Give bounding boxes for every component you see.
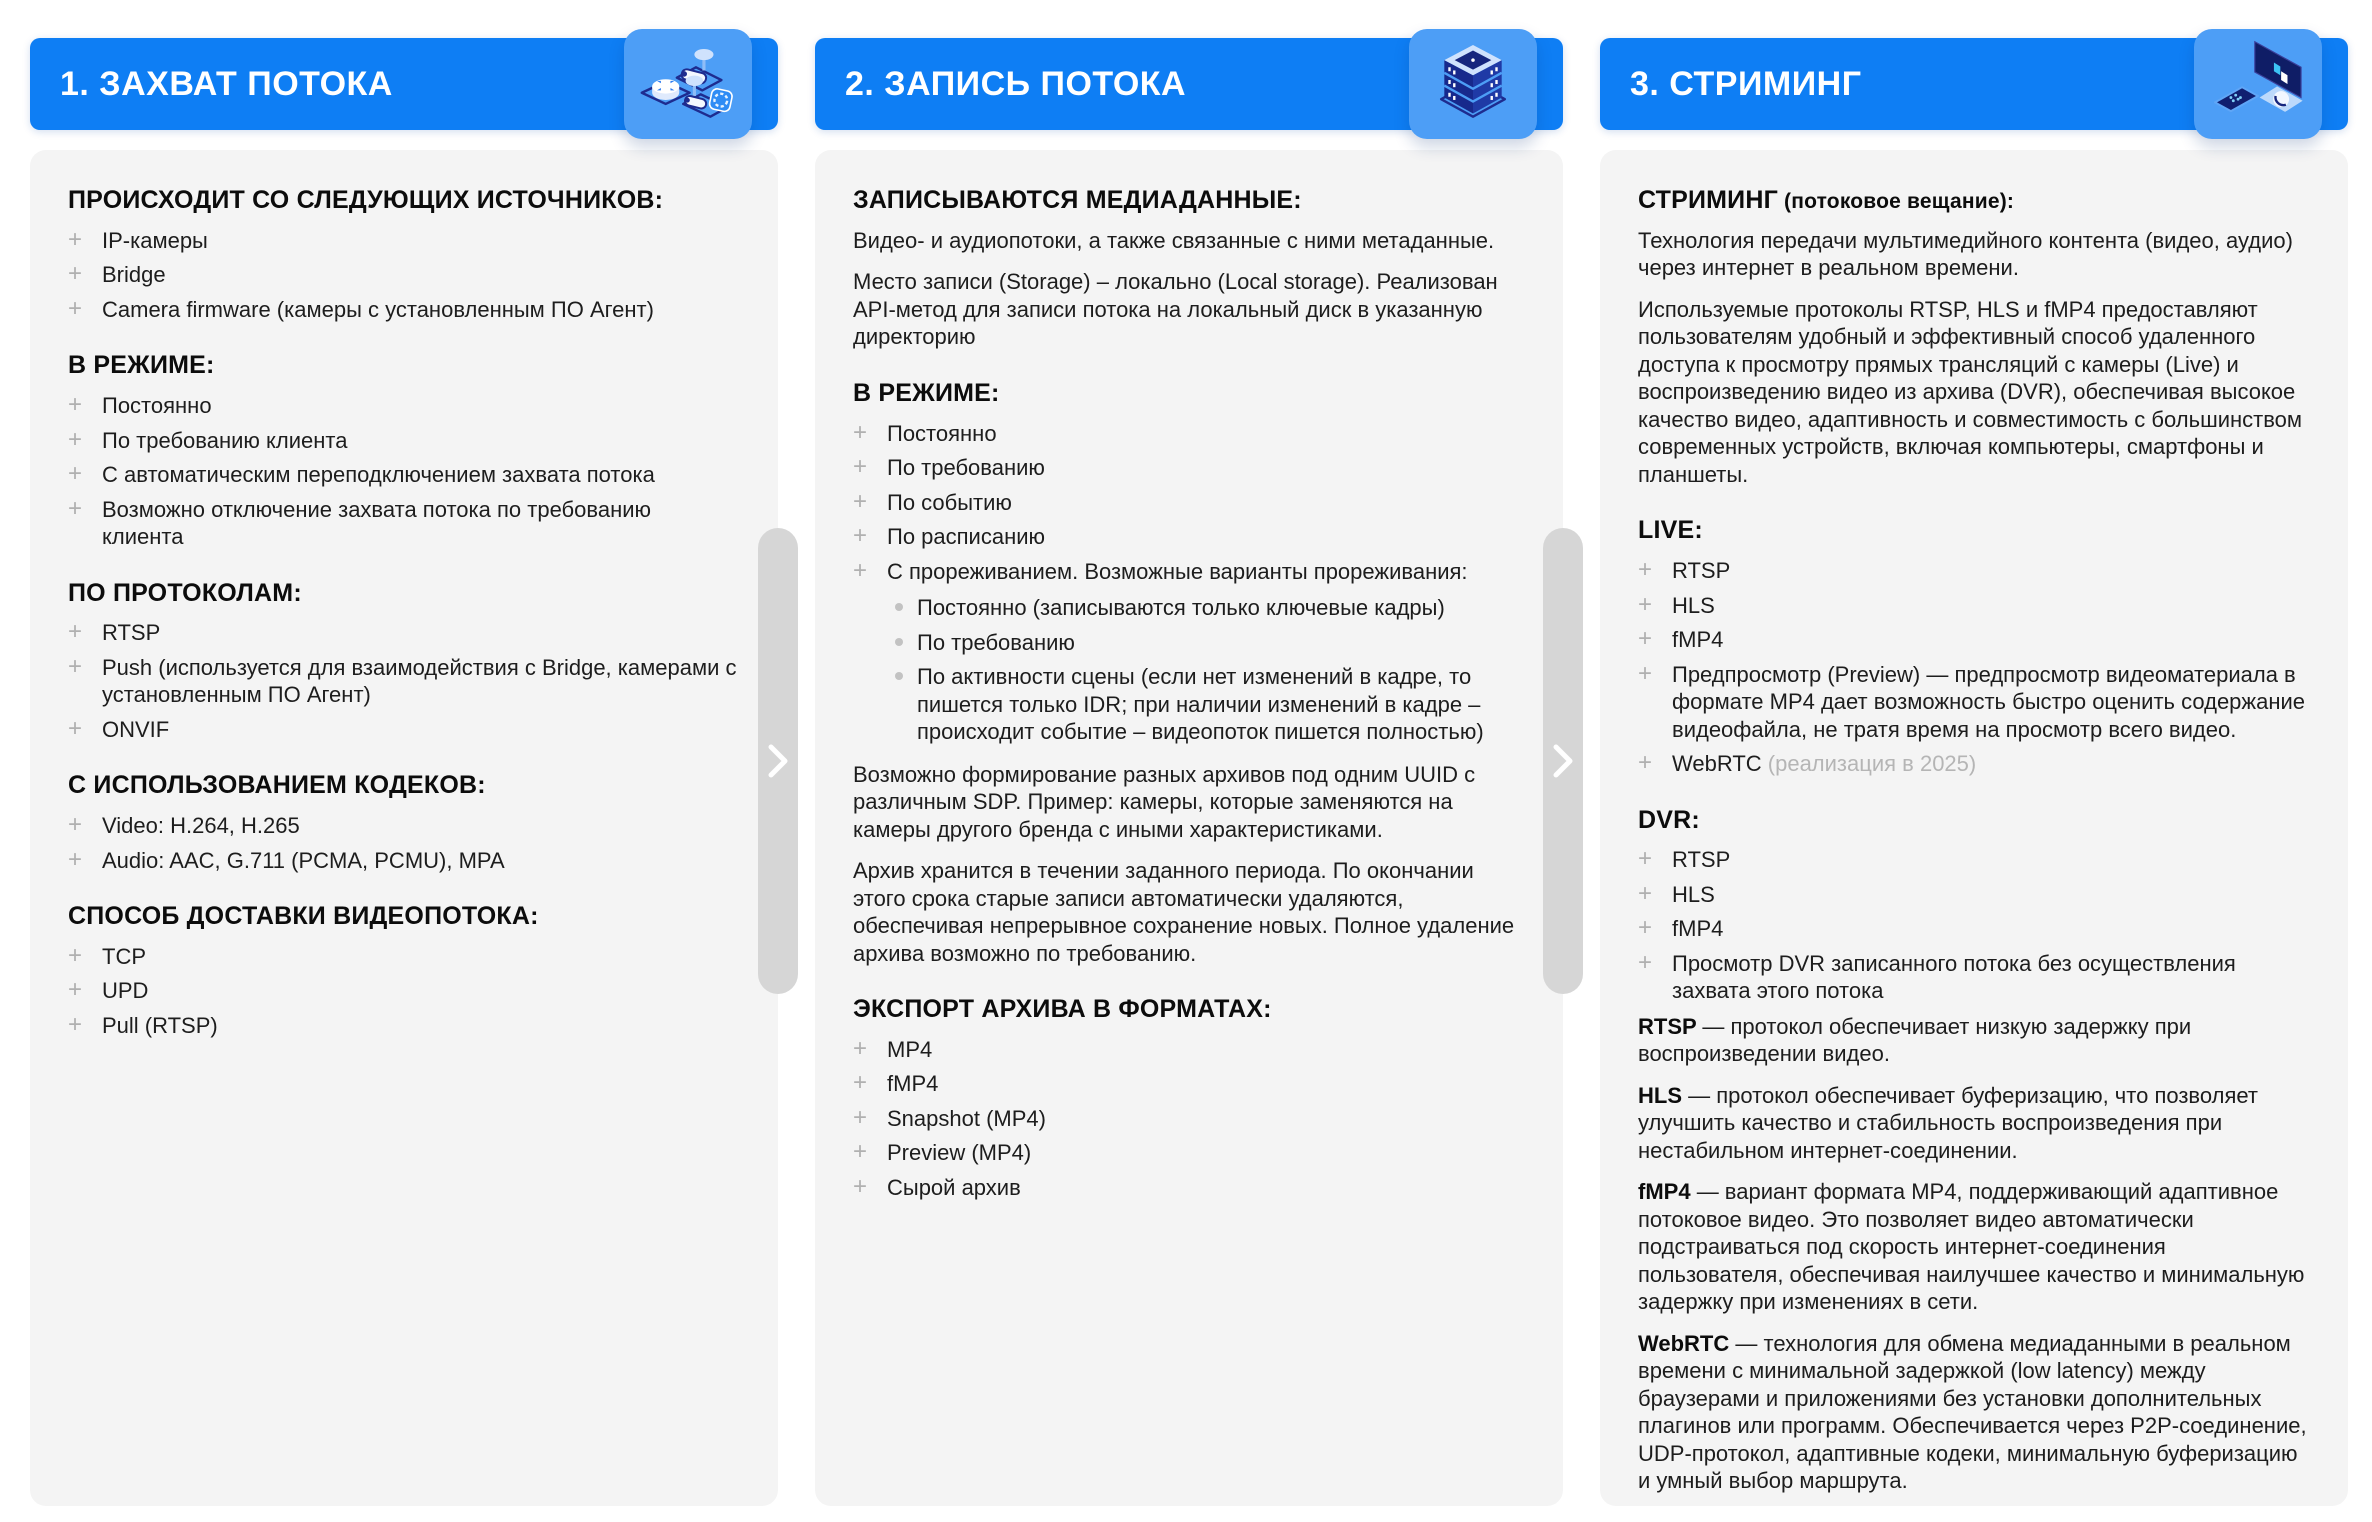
- plus-icon: +: [68, 494, 83, 522]
- column-panel-streaming: [1600, 150, 2348, 1506]
- plus-icon: +: [853, 453, 868, 480]
- plus-icon: +: [1638, 556, 1653, 583]
- chevron-right-icon: [1551, 741, 1575, 781]
- list-item-text: Bridge: [102, 262, 166, 288]
- list-item-text: TCP: [102, 943, 146, 969]
- list-item-text: Audio: AAC, G.711 (PCMA, PCMU), MPA: [102, 847, 505, 873]
- list-item: [1638, 592, 2308, 620]
- column-header-record: [815, 38, 1563, 130]
- cameras-capture-icon: [624, 29, 752, 139]
- plus-icon: +: [68, 811, 83, 838]
- cameras-capture-icon-art: [637, 40, 739, 128]
- list-item: [68, 812, 738, 840]
- plus-icon: +: [68, 1010, 83, 1038]
- list-item: [68, 654, 738, 709]
- server-record-icon: [1409, 29, 1537, 139]
- next-column-chevron[interactable]: [758, 528, 798, 994]
- paragraph: Архив хранится в течении заданного периода. По окончании этого срока старые записи автоматически удаляются, обеспечивая непрерывное сохранение новых. Полное удаление архива возможно по требованию.: [853, 858, 1515, 966]
- record-content: [853, 186, 1523, 1201]
- feature-list: [68, 812, 738, 874]
- column-header-streaming: [1600, 38, 2348, 130]
- list-item: [853, 1105, 1523, 1133]
- list-item-text: fMP4: [887, 1071, 939, 1097]
- list-item: [68, 392, 738, 420]
- list-item-text: Возможно отключение захвата потока по требованию клиента: [102, 496, 652, 549]
- plus-icon: +: [853, 1172, 868, 1200]
- list-item: [1638, 915, 2308, 943]
- sub-list-item: [887, 663, 1523, 746]
- list-item: [68, 619, 738, 647]
- plus-icon: +: [853, 418, 868, 446]
- list-item: [1638, 846, 2308, 874]
- plus-icon: +: [68, 652, 83, 680]
- plus-icon: +: [68, 941, 83, 969]
- list-item-text: Camera firmware (камеры с установленным ПО Агент): [102, 296, 654, 322]
- sub-list-item: [887, 629, 1523, 657]
- list-item-text: Pull (RTSP): [102, 1012, 218, 1038]
- plus-icon: +: [68, 460, 83, 487]
- plus-icon: +: [853, 1034, 868, 1062]
- list-item: [68, 943, 738, 971]
- list-item: [853, 489, 1523, 517]
- dot-icon: [895, 638, 903, 646]
- list-item-text: С прореживанием. Возможные варианты прореживания: Постоянно (записываются только ключевые кадры) По требованию По активности сцены (если нет изменений в кадре, то пишется только IDR; при наличии изменений в кадре – происходит событие – видеопоток пишется полностью): [887, 558, 1523, 753]
- sub-list-item: [887, 594, 1523, 622]
- list-item-text: HLS: [1672, 592, 1715, 618]
- list-item: [1638, 750, 2308, 778]
- server-record-icon-art: [1422, 40, 1524, 128]
- list-item: [853, 1036, 1523, 1064]
- plus-icon: +: [68, 294, 83, 322]
- paragraph: HLS — протокол обеспечивает буферизацию, что позволяет улучшить качество и стабильность воспроизведения при нестабильном интернет-соединении.: [1638, 1082, 2258, 1163]
- list-item: [1638, 626, 2308, 654]
- sub-item-text: По требованию: [917, 629, 1075, 655]
- list-item: [68, 977, 738, 1005]
- list-item: [1638, 661, 2308, 744]
- list-item-text: По расписанию: [887, 524, 1046, 549]
- plus-icon: +: [1638, 845, 1653, 873]
- sub-item-text: По активности сцены (если нет изменений в кадре, то пишется только IDR; при наличии изменений в кадре – происходит событие – видеопоток пишется полностью): [917, 664, 1484, 744]
- plus-icon: +: [1638, 948, 1653, 976]
- list-item: [68, 261, 738, 289]
- list-item: [853, 420, 1523, 448]
- section-heading: ПО ПРОТОКОЛАМ:: [68, 578, 302, 607]
- column-streaming: [1600, 38, 2348, 1506]
- column-panel-capture: [30, 150, 778, 1506]
- streaming-content: [1638, 186, 2308, 1495]
- feature-list: [68, 943, 738, 1040]
- plus-icon: +: [68, 618, 83, 646]
- capture-content: [68, 186, 738, 1039]
- list-item-text: IP-камеры: [102, 227, 208, 253]
- section-heading: СПОСОБ ДОСТАВКИ ВИДЕОПОТОКА:: [68, 902, 539, 930]
- section-heading: В РЕЖИМЕ:: [68, 351, 215, 380]
- plus-icon: +: [68, 845, 83, 873]
- section-heading: С ИСПОЛЬЗОВАНИЕМ КОДЕКОВ:: [68, 771, 486, 800]
- next-column-chevron[interactable]: [1543, 528, 1583, 994]
- plus-icon: +: [68, 260, 83, 288]
- list-item-text: Preview (MP4): [887, 1140, 1032, 1166]
- plus-icon: +: [853, 1069, 868, 1097]
- list-item: [853, 1139, 1523, 1167]
- list-item-text: Предпросмотр (Preview) — предпросмотр видеоматериала в формате MP4 дает возможность быстро оценить содержание видеофайла, не тратя время на просмотр всего видео.: [1672, 661, 2306, 742]
- list-item-text: MP4: [887, 1036, 933, 1062]
- column-capture: [30, 38, 778, 1506]
- feature-list: [1638, 557, 2308, 778]
- paragraph: Возможно формирование разных архивов под одним UUID с различным SDP. Пример: камеры, которые заменяются на камеры другого бренда с иными характеристиками.: [853, 761, 1476, 842]
- list-item: [68, 847, 738, 875]
- muted-note: (реализация в 2025): [1761, 751, 1977, 776]
- list-item-text: По событию: [887, 489, 1012, 515]
- plus-icon: +: [853, 522, 868, 549]
- list-item-text: Сырой архив: [887, 1174, 1021, 1200]
- plus-icon: +: [68, 391, 83, 418]
- list-item: [68, 227, 738, 255]
- term: WebRTC: [1638, 1330, 1736, 1356]
- plus-icon: +: [853, 1103, 868, 1131]
- list-item-text: Постоянно: [887, 420, 997, 446]
- list-item-text: fMP4: [1672, 627, 1724, 652]
- list-item: [68, 461, 738, 489]
- feature-list: [68, 619, 738, 743]
- list-item: [853, 454, 1523, 482]
- sub-list: [887, 594, 1523, 746]
- list-item: [68, 716, 738, 744]
- plus-icon: +: [1638, 590, 1653, 618]
- plus-icon: +: [853, 1138, 868, 1166]
- section-heading: СТРИМИНГ (потоковое вещание):: [1638, 186, 2015, 214]
- list-item-text: fMP4: [1672, 916, 1724, 942]
- plus-icon: +: [1638, 625, 1653, 652]
- plus-icon: +: [68, 976, 83, 1004]
- plus-icon: +: [1638, 914, 1653, 942]
- plus-icon: +: [1638, 879, 1653, 907]
- list-item-text: С автоматическим переподключением захвата потока: [102, 462, 655, 487]
- feature-list: [853, 420, 1523, 753]
- plus-icon: +: [1638, 659, 1653, 687]
- section-heading: ПРОИСХОДИТ СО СЛЕДУЮЩИХ ИСТОЧНИКОВ:: [68, 186, 664, 214]
- list-item: [1638, 881, 2308, 909]
- feature-list: [1638, 846, 2308, 1005]
- column-title: 2. ЗАПИСЬ ПОТОКА: [845, 64, 1187, 103]
- plus-icon: +: [853, 487, 868, 515]
- section-heading-note: (потоковое вещание):: [1777, 190, 2015, 213]
- chevron-right-icon: [766, 741, 790, 781]
- list-item: [853, 1070, 1523, 1098]
- plus-icon: +: [68, 425, 83, 453]
- paragraph: WebRTC — технология для обмена медиаданными в реальном времени с минимальной задержкой (low latency) между браузерами и приложениями без установки дополнительных плагинов или программ. Обеспечивается через P2P-соединение, UDP-протокол, адаптивные кодеки, минимальную буферизацию и умный выбор маршрута.: [1638, 1330, 2307, 1494]
- list-item-text: По требованию: [887, 455, 1045, 480]
- list-item-text: RTSP: [1672, 847, 1731, 873]
- paragraph: Технология передачи мультимедийного контента (видео, аудио) через интернет в реальном времени.: [1638, 227, 2293, 281]
- list-item-text: WebRTC (реализация в 2025): [1672, 751, 1977, 776]
- list-item-text: RTSP: [102, 620, 161, 646]
- term: HLS: [1638, 1082, 1689, 1108]
- section-heading: LIVE:: [1638, 516, 1703, 545]
- paragraph: RTSP — протокол обеспечивает низкую задержку при воспроизведении видео.: [1638, 1013, 2192, 1067]
- list-item: [853, 558, 1523, 753]
- list-item-text: Push (используется для взаимодействия с Bridge, камерами с установленным ПО Агент): [102, 654, 737, 708]
- list-item: [68, 296, 738, 324]
- term: RTSP: [1638, 1013, 1703, 1039]
- section-heading: DVR:: [1638, 805, 1700, 834]
- dot-icon: [895, 672, 903, 680]
- paragraph: Место записи (Storage) – локально (Local storage). Реализован API-метод для записи потока на локальный диск в указанную директорию: [853, 269, 1498, 350]
- section-heading: В РЕЖИМЕ:: [853, 378, 1000, 407]
- section-heading: ЗАПИСЫВАЮТСЯ МЕДИАДАННЫЕ:: [853, 186, 1302, 214]
- list-item-text: Snapshot (MP4): [887, 1105, 1046, 1131]
- list-item-text: ONVIF: [102, 716, 170, 742]
- column-record: [815, 38, 1563, 1506]
- plus-icon: +: [68, 714, 83, 742]
- devices-streaming-icon-art: [2207, 40, 2309, 128]
- plus-icon: +: [68, 225, 83, 253]
- column-title: 1. ЗАХВАТ ПОТОКА: [60, 64, 393, 103]
- list-item-text: HLS: [1672, 881, 1715, 907]
- feature-list: [68, 227, 738, 324]
- feature-list: [853, 1036, 1523, 1202]
- feature-list: [68, 392, 738, 551]
- sub-item-text: Постоянно (записываются только ключевые кадры): [917, 595, 1445, 620]
- list-item-text: Постоянно: [102, 393, 212, 418]
- devices-streaming-icon: [2194, 29, 2322, 139]
- list-item-text: Video: H.264, H.265: [102, 813, 300, 838]
- list-item: [68, 1012, 738, 1040]
- list-item-text: По требованию клиента: [102, 427, 348, 453]
- paragraph: Видео- и аудиопотоки, а также связанные с ними метаданные.: [853, 227, 1495, 253]
- list-item-text: UPD: [102, 978, 149, 1004]
- paragraph: fMP4 — вариант формата MP4, поддерживающий адаптивное потоковое видео. Это позволяет видео автоматически подстраиваться под скорость интернет-соединения пользователя, обеспечивая наилучшее качество и минимальную задержку при изменениях в сети.: [1638, 1179, 2305, 1315]
- column-header-capture: [30, 38, 778, 130]
- list-item-text: RTSP: [1672, 558, 1731, 583]
- list-item-text: Просмотр DVR записанного потока без осуществления захвата этого потока: [1672, 950, 2236, 1004]
- column-panel-record: [815, 150, 1563, 1506]
- list-item: [68, 427, 738, 455]
- dot-icon: [895, 603, 903, 611]
- list-item: [1638, 557, 2308, 585]
- section-heading: ЭКСПОРТ АРХИВА В ФОРМАТАХ:: [853, 995, 1272, 1023]
- list-item: [853, 1174, 1523, 1202]
- paragraph: Используемые протоколы RTSP, HLS и fMP4 предоставляют пользователям удобный и эффективный способ удаленного доступа к просмотру прямых трансляций с камеры (Live) и воспроизведению видео из архива (DVR), обеспечивая высокое качество видео, адаптивность и совместимость с большинством современных устройств, включая компьютеры, смартфоны и планшеты.: [1638, 296, 2303, 487]
- list-item: [68, 496, 738, 551]
- plus-icon: +: [853, 556, 868, 584]
- term: fMP4: [1638, 1179, 1697, 1205]
- list-item: [1638, 950, 2308, 1005]
- column-title: 3. СТРИМИНГ: [1630, 64, 1862, 103]
- list-item: [853, 523, 1523, 551]
- plus-icon: +: [1638, 749, 1653, 776]
